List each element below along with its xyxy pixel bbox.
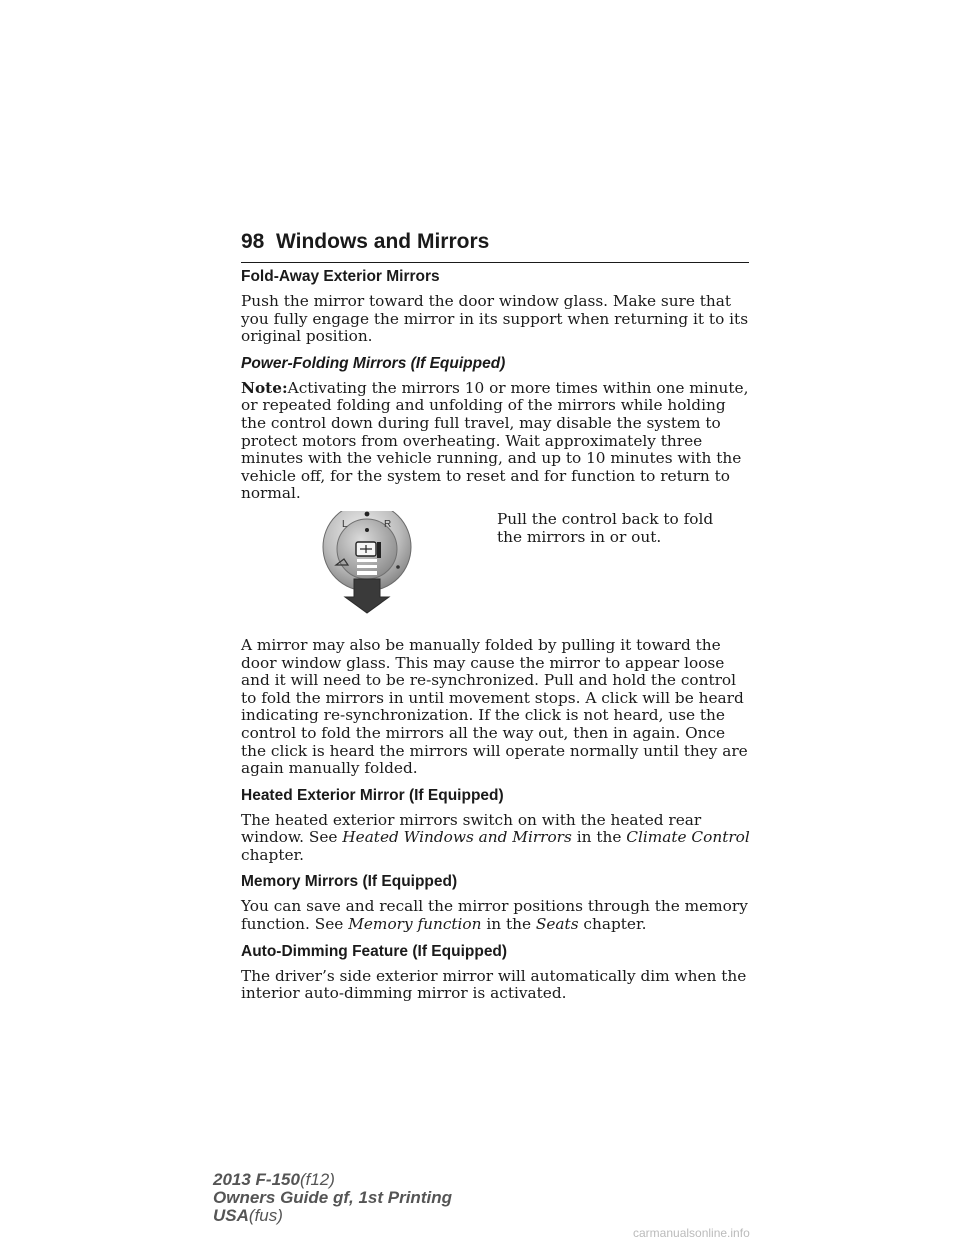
footer-line-3: [213, 1207, 452, 1225]
footer-market: USA: [213, 1206, 249, 1225]
heated-text-part: in the: [571, 828, 627, 847]
heading-power-folding: Power-Folding Mirrors (If Equipped): [241, 354, 506, 372]
memory-text-part: You can save and recall the mirror positions through the memory function. See: [241, 897, 748, 934]
page-header: [241, 230, 749, 263]
figure-row: [241, 511, 751, 629]
heated-text-part: The heated exterior mirrors switch on with the heated rear window. See: [241, 810, 702, 847]
footer-line-2: Owners Guide gf, 1st Printing: [213, 1188, 452, 1207]
ref-climate-control: Climate Control: [626, 828, 750, 847]
heated-text-part: chapter.: [241, 845, 305, 864]
center-dot: [365, 512, 370, 517]
ref-memory-function: Memory function: [348, 915, 482, 934]
page-content: [241, 267, 751, 1011]
figure-caption: Pull the control back to fold the mirrors in or out.: [497, 509, 714, 546]
note-text: Activating the mirrors 10 or more times within one minute, or repeated folding and unfolding of the mirrors while holding the control down during full travel, may disable the system to protect motors from overheating. Wait approximately three minutes with the vehicle running, and up to 10 minutes with the vehicle off, for the system to reset and for function to return to normal.: [241, 378, 749, 503]
left-label: L: [342, 518, 348, 530]
mirror-control-illustration: [241, 511, 495, 629]
heading-heated: Heated Exterior Mirror (If Equipped): [241, 786, 504, 804]
memory-text-part: chapter.: [578, 915, 647, 934]
footer-model-code: (f12): [299, 1170, 335, 1189]
mirror-select-icon: [356, 542, 376, 556]
heading-auto-dimming: Auto-Dimming Feature (If Equipped): [241, 942, 508, 960]
heated-text: [241, 812, 751, 865]
right-label: R: [384, 518, 392, 530]
print-footer: [213, 1171, 452, 1225]
chapter-title: Windows and Mirrors: [276, 230, 490, 253]
arrow-stripe: [357, 571, 377, 575]
manual-fold-text: A mirror may also be manually folded by pulling it toward the door window glass. This may cause the mirror to appear loose and it will need to be re-synchronized. Pull and hold the control to fold the mirrors in until movement stops. A click will be heard indicating re-synchronization. If the click is not heard, use the control to fold the mirrors all the way out, then in again. Once the click is heard the mirrors will operate normally until they are again manually folded.: [241, 635, 748, 778]
arrow-stripe: [357, 565, 377, 568]
ref-heated-windows: Heated Windows and Mirrors: [342, 828, 572, 847]
footer-model: 2013 F-150: [213, 1170, 300, 1189]
note-label: Note:: [241, 378, 288, 397]
footer-line-1: [213, 1171, 452, 1189]
heading-memory: Memory Mirrors (If Equipped): [241, 873, 458, 891]
page-number: 98: [241, 230, 265, 253]
power-folding-note: [241, 380, 751, 503]
arrow-stripe: [357, 559, 377, 562]
fold-away-text: Push the mirror toward the door window glass. Make sure that you fully engage the mirror in its support when returning it to its original position.: [241, 292, 749, 346]
memory-text-part: in the: [481, 915, 536, 934]
fold-dot: [396, 565, 400, 569]
control-lever: [377, 542, 381, 558]
knob-dot: [365, 528, 369, 532]
heading-fold-away: Fold-Away Exterior Mirrors: [241, 268, 440, 285]
memory-text: [241, 898, 751, 933]
watermark: carmanualsonline.info: [633, 1226, 750, 1240]
auto-dimming-text: The driver’s side exterior mirror will automatically dim when the interior auto-dimming mirror is activated.: [241, 966, 747, 1003]
mirror-control-figure: [241, 511, 495, 629]
ref-seats: Seats: [535, 915, 579, 934]
footer-market-code: (fus): [248, 1206, 283, 1225]
